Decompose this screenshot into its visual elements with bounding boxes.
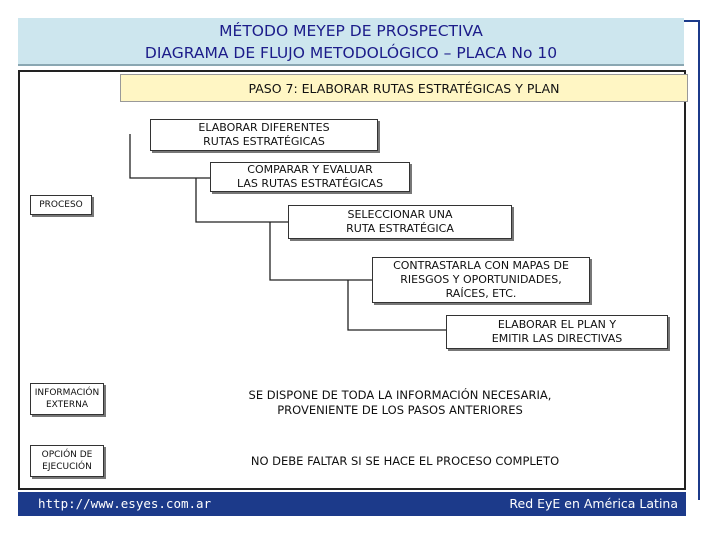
flow-box-2-line-1: COMPARAR Y EVALUAR <box>247 163 373 176</box>
decorative-line-right <box>698 20 700 500</box>
flow-box-1-line-1: ELABORAR DIFERENTES <box>198 121 330 134</box>
flow-box-2-line-2: LAS RUTAS ESTRATÉGICAS <box>236 177 384 190</box>
flow-box-3-line-2: RUTA ESTRATÉGICA <box>346 222 454 235</box>
step-title-box: PASO 7: ELABORAR RUTAS ESTRATÉGICAS Y PLAN <box>120 74 688 102</box>
execution-option-label: OPCIÓN DE EJECUCIÓN <box>30 445 104 477</box>
flow-box-elaborar-plan <box>446 315 668 349</box>
title-line-2: DIAGRAMA DE FLUJO METODOLÓGICO – PLACA No 10 <box>144 44 558 62</box>
flow-box-5-line-2: EMITIR LAS DIRECTIVAS <box>491 332 623 345</box>
slide-title <box>18 18 684 66</box>
flow-box-comparar-evaluar <box>210 162 410 192</box>
external-information-label: INFORMACIÓN EXTERNA <box>30 383 104 415</box>
flow-box-4-line-2: RIESGOS Y OPORTUNIDADES, <box>400 273 562 286</box>
external-information-text: SE DISPONE DE TODA LA INFORMACIÓN NECESARIA, PROVENIENTE DE LOS PASOS ANTERIORES <box>248 388 552 417</box>
footer-org: Red EyE en América Latina <box>509 496 678 511</box>
flow-box-seleccionar-ruta <box>288 205 512 239</box>
flow-box-4-line-3: RAÍCES, ETC. <box>445 287 517 300</box>
flow-box-4-line-1: CONTRASTARLA CON MAPAS DE <box>393 259 569 272</box>
flow-box-contrastar-mapas <box>372 257 590 303</box>
flow-box-1-line-2: RUTAS ESTRATÉGICAS <box>203 135 325 148</box>
flow-box-elaborar-rutas <box>150 119 378 151</box>
footer-url[interactable]: http://www.esyes.com.ar <box>38 496 212 511</box>
flow-box-5-line-1: ELABORAR EL PLAN Y <box>497 318 617 331</box>
footer-bar <box>18 492 686 516</box>
title-line-1: MÉTODO MEYEP DE PROSPECTIVA <box>219 22 483 40</box>
execution-option-text: NO DEBE FALTAR SI SE HACE EL PROCESO COMPLETO <box>250 454 560 468</box>
process-label: PROCESO <box>30 195 92 215</box>
flow-box-3-line-1: SELECCIONAR UNA <box>347 208 453 221</box>
